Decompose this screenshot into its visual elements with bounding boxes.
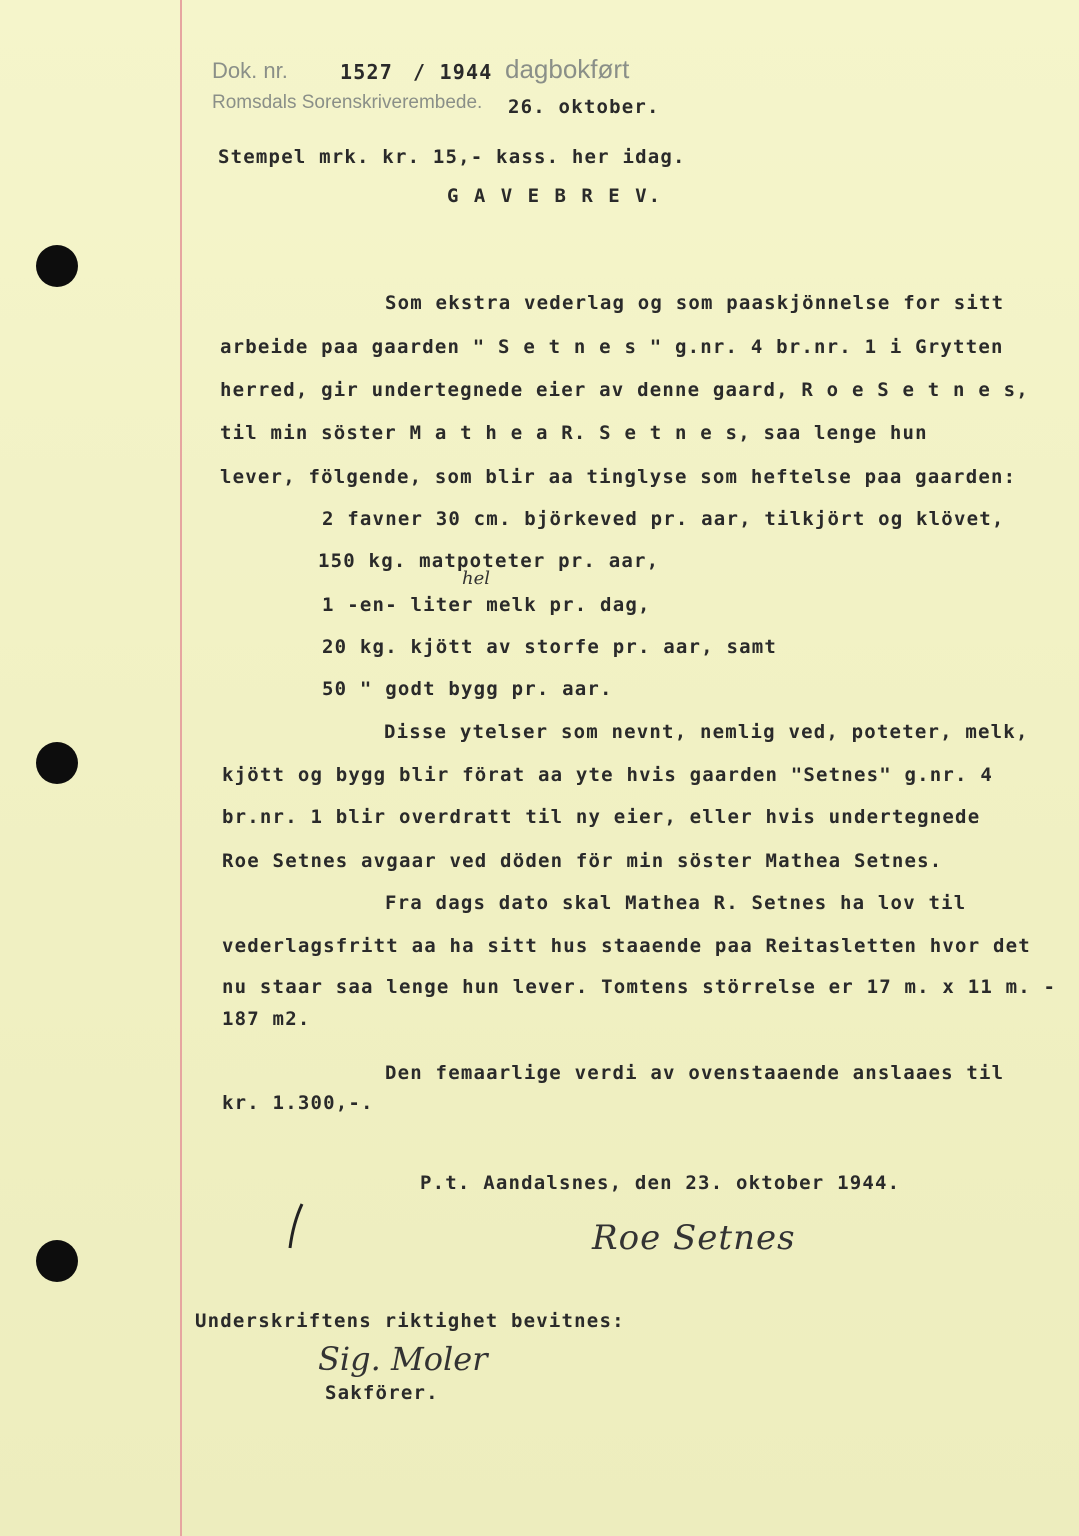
- signer-title: Sakförer.: [325, 1382, 439, 1404]
- body-line: Den femaarlige verdi av ovenstaaende anslaaes til: [385, 1062, 1005, 1084]
- body-line: vederlagsfritt aa ha sitt hus staaende paa Reitasletten hvor det: [222, 935, 1031, 957]
- place-date: P.t. Aandalsnes, den 23. oktober 1944.: [420, 1172, 901, 1194]
- body-line: arbeide paa gaarden " S e t n e s " g.nr. 4 br.nr. 1 i Grytten: [220, 336, 1004, 358]
- body-line: til min söster M a t h e a R. S e t n e s, saa lenge hun: [220, 422, 928, 444]
- dok-year: / 1944: [413, 60, 493, 84]
- list-item: 150 kg. matpoteter pr. aar,: [318, 550, 660, 572]
- body-line: herred, gir undertegnede eier av denne gaard, R o e S e t n e s,: [220, 379, 1029, 401]
- handwritten-insert: hel: [462, 568, 491, 589]
- punch-hole: [36, 742, 78, 784]
- list-item: 1 -en- liter melk pr. dag,: [322, 594, 651, 616]
- stamp-date: 26. oktober.: [508, 96, 660, 118]
- body-line: Som ekstra vederlag og som paaskjönnelse for sitt: [385, 292, 1005, 314]
- dok-label: Dok. nr.: [212, 58, 288, 83]
- body-line: lever, fölgende, som blir aa tinglyse som heftelse paa gaarden:: [220, 466, 1017, 488]
- document-title: G A V E B R E V.: [447, 185, 663, 207]
- office-stamp: Romsdals Sorenskriverembede.: [212, 92, 483, 113]
- body-line: 187 m2.: [222, 1008, 311, 1030]
- punch-hole: [36, 1240, 78, 1282]
- body-line: kr. 1.300,-.: [222, 1092, 374, 1114]
- list-item: 2 favner 30 cm. björkeved pr. aar, tilkjört og klövet,: [322, 508, 1005, 530]
- margin-line: [180, 0, 182, 1536]
- list-item: 20 kg. kjött av storfe pr. aar, samt: [322, 636, 778, 658]
- body-line: br.nr. 1 blir overdratt til ny eier, eller hvis undertegnede: [222, 806, 981, 828]
- body-line: kjött og bygg blir förat aa yte hvis gaarden "Setnes" g.nr. 4: [222, 764, 993, 786]
- list-item: 50 " godt bygg pr. aar.: [322, 678, 613, 700]
- attest-line: Underskriftens riktighet bevitnes:: [195, 1310, 625, 1332]
- signature: Roe Setnes: [592, 1218, 796, 1258]
- punch-hole: [36, 245, 78, 287]
- pen-mark: [284, 1202, 314, 1252]
- body-line: Roe Setnes avgaar ved döden för min söster Mathea Setnes.: [222, 850, 943, 872]
- body-line: Disse ytelser som nevnt, nemlig ved, poteter, melk,: [384, 721, 1029, 743]
- dagbokfort-stamp: dagbokført: [505, 54, 630, 84]
- body-line: nu staar saa lenge hun lever. Tomtens störrelse er 17 m. x 11 m. -: [222, 976, 1057, 998]
- attest-signature: Sig. Moler: [318, 1340, 488, 1378]
- body-line: Fra dags dato skal Mathea R. Setnes ha lov til: [385, 892, 967, 914]
- stempel-line: Stempel mrk. kr. 15,- kass. her idag.: [218, 146, 686, 168]
- dok-number: 1527: [340, 60, 393, 84]
